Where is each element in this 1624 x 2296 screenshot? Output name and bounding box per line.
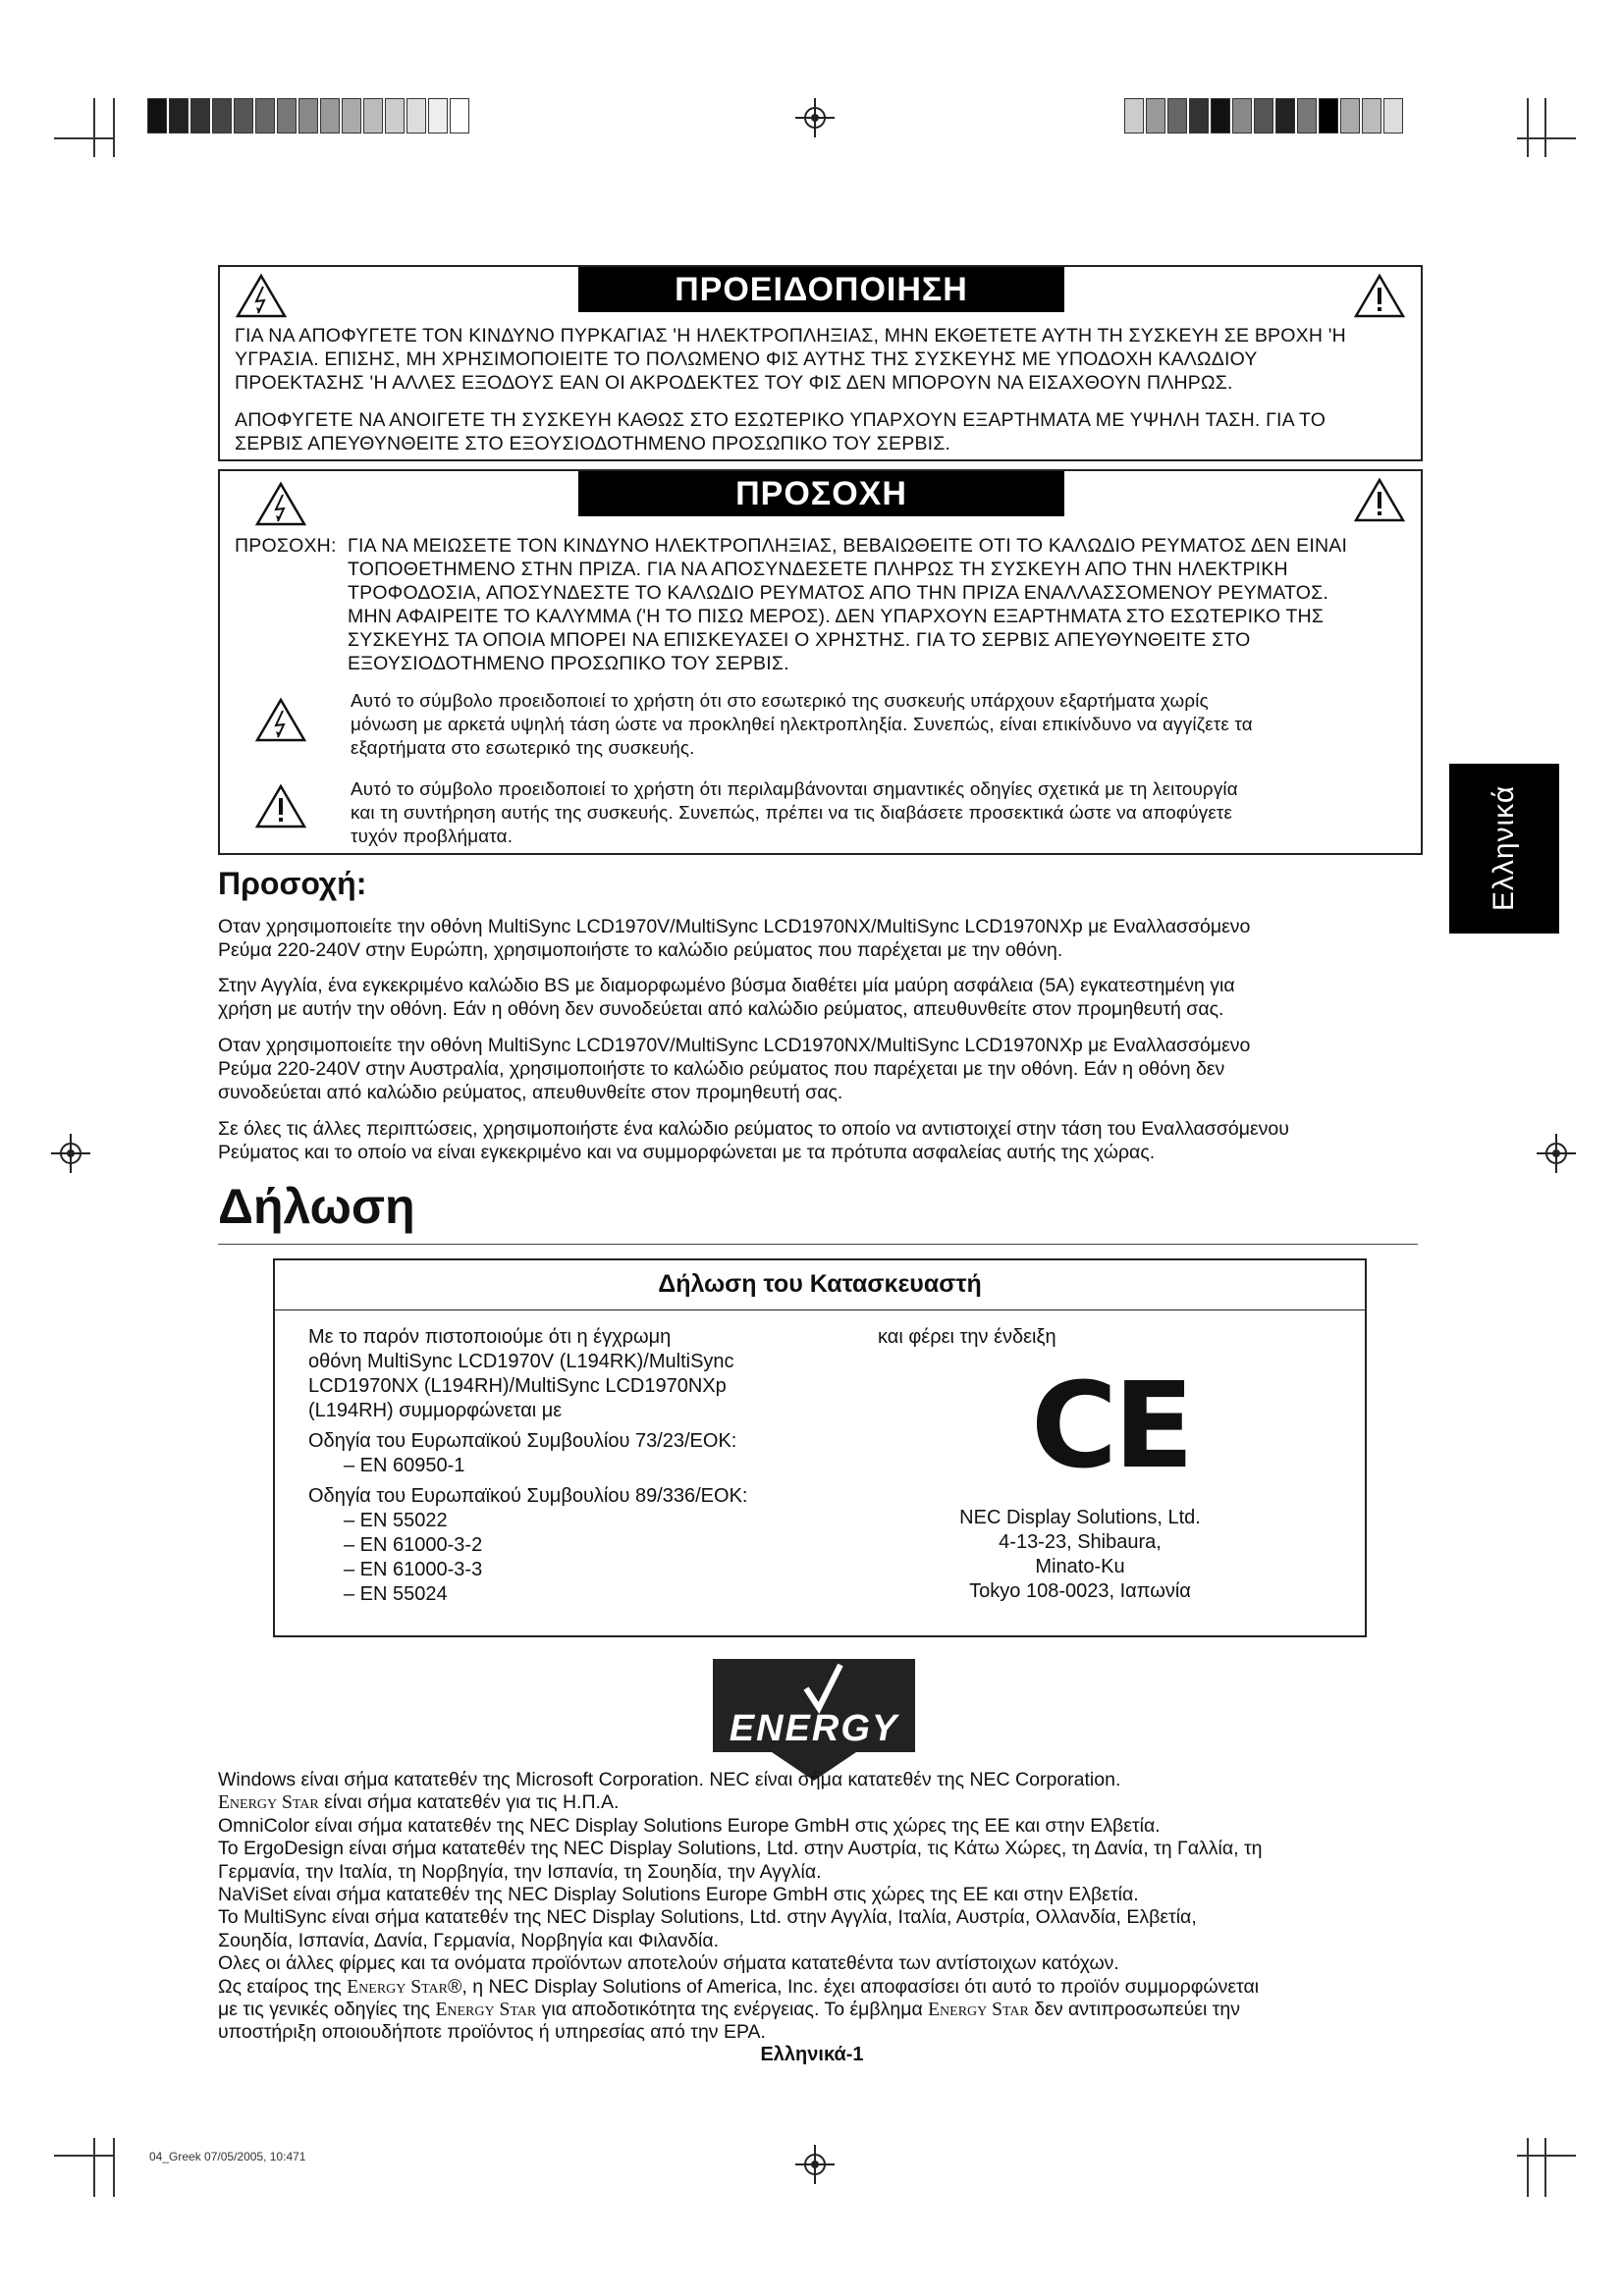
text-span: για αποδοτικότητα της ενέργειας. Το έμβλημα [536,1999,929,2021]
text-line: υποστήριξη οποιουδήποτε προϊόντος ή υπηρεσίας από την EPA. [218,2021,766,2044]
standard-item: – EN 61000-3-3 [344,1559,483,1580]
lightning-warning-icon [255,481,306,526]
text-line: ΑΠΟΦΥΓΕΤΕ ΝΑ ΑΝΟΙΓΕΤΕ ΤΗ ΣΥΣΚΕΥΗ ΚΑΘΩΣ ΣΤΟ ΕΣΩΤΕΡΙΚΟ ΥΠΑΡΧΟΥΝ ΕΞΑΡΤΗΜΑΤΑ ΜΕ ΥΨΗΛΗ ΤΑΣΗ. ΓΙΑ ΤΟ [235,409,1326,431]
text-line: Tokyo 108-0023, Ιαπωνία [969,1580,1191,1602]
text-line: Ολες οι άλλες φίρμες και τα ονόματα προϊόντων αποτελούν σήματα κατατεθέντα των αντίστοιχων κατόχων. [218,1952,1119,1975]
text-span: δεν αντιπροσωπεύει την [1028,1999,1240,2021]
exclamation-warning-icon [1354,273,1405,318]
page-number: Ελληνικά-1 [760,2044,864,2065]
exclamation-symbol-icon [255,783,306,828]
directive-2: Οδηγία του Ευρωπαϊκού Συμβουλίου 89/336/ΕΟΚ: [308,1485,748,1507]
text-line: Σε όλες τις άλλες περιπτώσεις, χρησιμοποιήστε ένα καλώδιο ρεύματος το οποίο να αντιστοιχεί στην τάση του Εναλλασσόμενου [218,1118,1289,1140]
symbol1-description [351,689,1416,760]
declaration-right-top: και φέρει την ένδειξη [878,1326,1056,1348]
text-span: ®, η NEC Display Solutions of America, Inc. έχει αποφασίσει ότι αυτό το προϊόν συμμορφώνεται [447,1975,1260,1998]
lightning-symbol-icon [255,697,306,742]
text-line: τυχόν προβλήματα. [351,826,514,846]
text-line: οθόνη MultiSync LCD1970V (L194RK)/MultiSync [308,1351,734,1372]
text-line: ΤΡΟΦΟΔΟΣΙΑ, ΑΠΟΣΥΝΔΕΣΤΕ ΤΟ ΚΑΛΩΔΙΟ ΡΕΥΜΑΤΟΣ ΑΠΟ ΤΗΝ ΠΡΙΖΑ ΕΝΑΛΛΑΣΣΟΜΕΝΟΥ ΡΕΥΜΑΤΟΣ. [348,582,1328,604]
registration-mark-icon [1537,1134,1576,1173]
text-line: Ρεύμα 220-240V στην Αυστραλία, χρησιμοποιήστε το καλώδιο ρεύματος που παρέχεται με την οθόνη. Εάν η οθόνη δεν [218,1058,1225,1080]
text-line: Οταν χρησιμοποιείτε την οθόνη MultiSync LCD1970V/MultiSync LCD1970NX/MultiSync LCD1970NXp με Εναλλασσόμενο [218,916,1251,937]
text-line: και τη συντήρηση αυτής της συσκευής. Συνεπώς, πρέπει να τις διαβάσετε προσεκτικά ώστε να αποφύγετε [351,802,1233,823]
standard-item: – EN 55024 [344,1583,448,1605]
warning-title: ΠΡΟΕΙΔΟΠΟΙΗΣΗ [578,267,1064,312]
color-bar-right [1124,98,1405,133]
text-line: Σουηδία, Ισπανία, Δανία, Γερμανία, Νορβηγία και Φιλανδία. [218,1929,720,1951]
warning-text-1 [235,324,1413,395]
text-line: Windows είναι σήμα κατατεθέν της Microsoft Corporation. NEC είναι σήμα κατατεθέν της NEC Corporation. [218,1769,1121,1790]
standard-item: – EN 55022 [344,1510,448,1531]
text-line: Το ErgoDesign είναι σήμα κατατεθέν της NEC Display Solutions, Ltd. στην Αυστρία, τις Κάτω Χώρες, τη Δανία, τη Γαλλία, τη [218,1838,1263,1860]
energy-star-name: Energy Star [928,2000,1029,2021]
text-line: Το MultiSync είναι σήμα κατατεθέν της NEC Display Solutions, Ltd. στην Αγγλία, Ιταλία, Αυστρία, Ολλανδία, Ελβετία, [218,1906,1197,1929]
section-divider [218,1244,1418,1245]
prosoxi-paragraph-4 [218,1117,1426,1164]
declaration-rule [275,1309,1365,1310]
text-line: Ρεύμα 220-240V στην Ευρώπη, χρησιμοποιήστε το καλώδιο ρεύματος που παρέχεται με την οθόνη. [218,939,1063,961]
text-line: χρήση με αυτήν την οθόνη. Εάν η οθόνη δεν συνοδεύεται από καλώδιο ρεύματος, απευθυνθείτε στον προμηθευτή σας. [218,998,1224,1020]
caution-label: ΠΡΟΣΟΧΗ: [235,535,337,557]
registration-mark-icon [795,2145,835,2184]
warning-box [218,265,1423,461]
prosoxi-paragraph-2 [218,974,1426,1021]
language-tab [1449,764,1559,934]
energy-star-logo [713,1659,915,1781]
lightning-warning-icon [236,273,287,318]
trademark-notes [218,1769,1435,2045]
text-line: NaViSet είναι σήμα κατατεθέν της NEC Display Solutions Europe GmbH στις χώρες της ΕΕ και στην Ελβετία. [218,1884,1139,1906]
energy-star-name: Energy Star [347,1976,448,1998]
text-line: (L194RH) συμμορφώνεται με [308,1400,563,1421]
text-line [218,1976,1435,1999]
text-line: ΕΞΟΥΣΙΟΔΟΤΗΜΕΝΟ ΠΡΟΣΩΠΙΚΟ ΤΟΥ ΣΕΡΒΙΣ. [348,653,789,674]
text-line [218,1791,1435,1814]
text-line: 4-13-23, Shibaura, [999,1531,1162,1553]
prosoxi-paragraph-1 [218,915,1426,962]
text-line: Αυτό το σύμβολο προειδοποιεί το χρήστη ότι περιλαμβάνονται σημαντικές οδηγίες σχετικά με τη λειτουργία [351,778,1238,799]
text-line: Minato-Ku [1035,1556,1125,1577]
text-span: είναι σήμα κατατεθέν για τις Η.Π.Α. [318,1791,620,1814]
text-line: ΓΙΑ ΝΑ ΑΠΟΦΥΓΕΤΕ ΤΟΝ ΚΙΝΔΥΝΟ ΠΥΡΚΑΓΙΑΣ 'Η ΗΛΕΚΤΡΟΠΛΗΞΙΑΣ, ΜΗΝ ΕΚΘΕΤΕΤΕ ΑΥΤΗ ΤΗ ΣΥΣΚΕΥΗ ΣΕ ΒΡΟΧΗ 'Η [235,325,1346,347]
standard-item: – EN 61000-3-2 [344,1534,483,1556]
warning-text-2 [235,408,1413,455]
text-line: LCD1970NX (L194RH)/MultiSync LCD1970NXp [308,1375,727,1397]
energy-star-name: Energy Star [218,1792,319,1814]
text-line: ΓΙΑ ΝΑ ΜΕΙΩΣΕΤΕ ΤΟΝ ΚΙΝΔΥΝΟ ΗΛΕΚΤΡΟΠΛΗΞΙΑΣ, ΒΕΒΑΙΩΘΕΙΤΕ ΟΤΙ ΤΟ ΚΑΛΩΔΙΟ ΡΕΥΜΑΤΟΣ ΔΕΝ ΕΙΝΑΙ [348,535,1348,557]
company-address [825,1506,1335,1604]
text-line [218,1999,1435,2021]
directive-1: Οδηγία του Ευρωπαϊκού Συμβουλίου 73/23/ΕΟΚ: [308,1430,737,1452]
text-line: OmniColor είναι σήμα κατατεθέν της NEC Display Solutions Europe GmbH στις χώρες της ΕΕ και στην Ελβετία. [218,1814,1161,1837]
energy-text: ENERGY [729,1708,899,1749]
ce-mark: CE [1031,1359,1191,1495]
dilosi-heading: Δήλωση [218,1179,415,1234]
text-span: Ως εταίρος της [218,1975,348,1998]
text-line: Ρεύματος και το οποίο να είναι εγκεκριμένο και να συμμορφώνεται με τα πρότυπα ασφαλείας αυτής της χώρας. [218,1142,1156,1163]
language-tab-label: Ελληνικά [1488,784,1520,912]
text-line: ΤΟΠΟΘΕΤΗΜΕΝΟ ΣΤΗΝ ΠΡΙΖΑ. ΓΙΑ ΝΑ ΑΠΟΣΥΝΔΕΣΕΤΕ ΠΛΗΡΩΣ ΤΗ ΣΥΣΚΕΥΗ ΑΠΟ ΤΗΝ ΗΛΕΚΤΡΙΚΗ [348,559,1288,580]
color-bar-left [147,98,471,133]
registration-mark-icon [795,98,835,137]
caution-title: ΠΡΟΣΟΧΗ [578,471,1064,516]
text-line: Αυτό το σύμβολο προειδοποιεί το χρήστη ότι στο εσωτερικό της συσκευής υπάρχουν εξαρτήματα χωρίς [351,690,1209,711]
text-span: με τις γενικές οδηγίες της [218,1999,436,2021]
text-line: ΣΥΣΚΕΥΗΣ ΤΑ ΟΠΟΙΑ ΜΠΟΡΕΙ ΝΑ ΕΠΙΣΚΕΥΑΣΕΙ Ο ΧΡΗΣΤΗΣ. ΓΙΑ ΤΟ ΣΕΡΒΙΣ ΑΠΕΥΘΥΝΘΕΙΤΕ ΣΤΟ [348,629,1251,651]
caution-box [218,469,1423,855]
standard-item: – EN 60950-1 [344,1455,465,1476]
symbol2-description [351,777,1416,848]
prosoxi-paragraph-3 [218,1034,1426,1104]
text-line: Οταν χρησιμοποιείτε την οθόνη MultiSync LCD1970V/MultiSync LCD1970NX/MultiSync LCD1970NXp με Εναλλασσόμενο [218,1035,1251,1056]
text-line: Με το παρόν πιστοποιούμε ότι η έγχρωμη [308,1326,672,1348]
text-line: Στην Αγγλία, ένα εγκεκριμένο καλώδιο BS με διαμορφωμένο βύσμα διαθέτει μία μαύρη ασφάλεια (5A) εγκατεστημένη για [218,975,1235,996]
text-line: NEC Display Solutions, Ltd. [959,1507,1201,1528]
declaration-title: Δήλωση του Κατασκευαστή [658,1270,982,1298]
text-line: ΥΓΡΑΣΙΑ. ΕΠΙΣΗΣ, ΜΗ ΧΡΗΣΙΜΟΠΟΙΕΙΤΕ ΤΟ ΠΟΛΩΜΕΝΟ ΦΙΣ ΑΥΤΗΣ ΤΗΣ ΣΥΣΚΕΥΗΣ ΜΕ ΥΠΟΔΟΧΗ ΚΑΛΩΔΙΟΥ [235,348,1258,370]
text-line: μόνωση με αρκετά υψηλή τάση ώστε να προκληθεί ηλεκτροπληξία. Συνεπώς, είναι επικίνδυνο να αγγίζετε τα [351,714,1253,734]
prosoxi-heading: Προσοχή: [218,866,367,901]
text-line: Γερμανία, την Ιταλία, τη Νορβηγία, την Ισπανία, τη Σουηδία, την Αγγλία. [218,1860,822,1883]
text-line: συνοδεύεται από καλώδιο ρεύματος, απευθυνθείτε στον προμηθευτή σας. [218,1082,843,1103]
declaration-left [308,1325,819,1607]
registration-mark-icon [51,1134,90,1173]
text-line: εξαρτήματα στο εσωτερικό της συσκευής. [351,737,695,758]
text-line: ΣΕΡΒΙΣ ΑΠΕΥΘΥΝΘΕΙΤΕ ΣΤΟ ΕΞΟΥΣΙΟΔΟΤΗΜΕΝΟ ΠΡΟΣΩΠΙΚΟ ΤΟΥ ΣΕΡΒΙΣ. [235,433,951,454]
declaration-box [273,1258,1367,1637]
energy-star-name: Energy Star [435,2000,537,2021]
text-line: ΠΡΟΕΚΤΑΣΗΣ 'Η ΑΛΛΕΣ ΕΞΟΔΟΥΣ ΕΑΝ ΟΙ ΑΚΡΟΔΕΚΤΕΣ ΤΟΥ ΦΙΣ ΔΕΝ ΜΠΟΡΟΥΝ ΝΑ ΕΙΣΑΧΘΟΥΝ ΠΛΗΡΩΣ. [235,372,1233,394]
exclamation-warning-icon [1354,477,1405,522]
text-line: ΜΗΝ ΑΦΑΙΡΕΙΤΕ ΤΟ ΚΑΛΥΜΜΑ ('Η ΤΟ ΠΙΣΩ ΜΕΡΟΣ). ΔΕΝ ΥΠΑΡΧΟΥΝ ΕΞΑΡΤΗΜΑΤΑ ΣΤΟ ΕΣΩΤΕΡΙΚΟ ΤΗΣ [348,606,1325,627]
caution-text [348,534,1413,675]
print-slug: 04_Greek 07/05/2005, 10:471 [149,2150,306,2163]
